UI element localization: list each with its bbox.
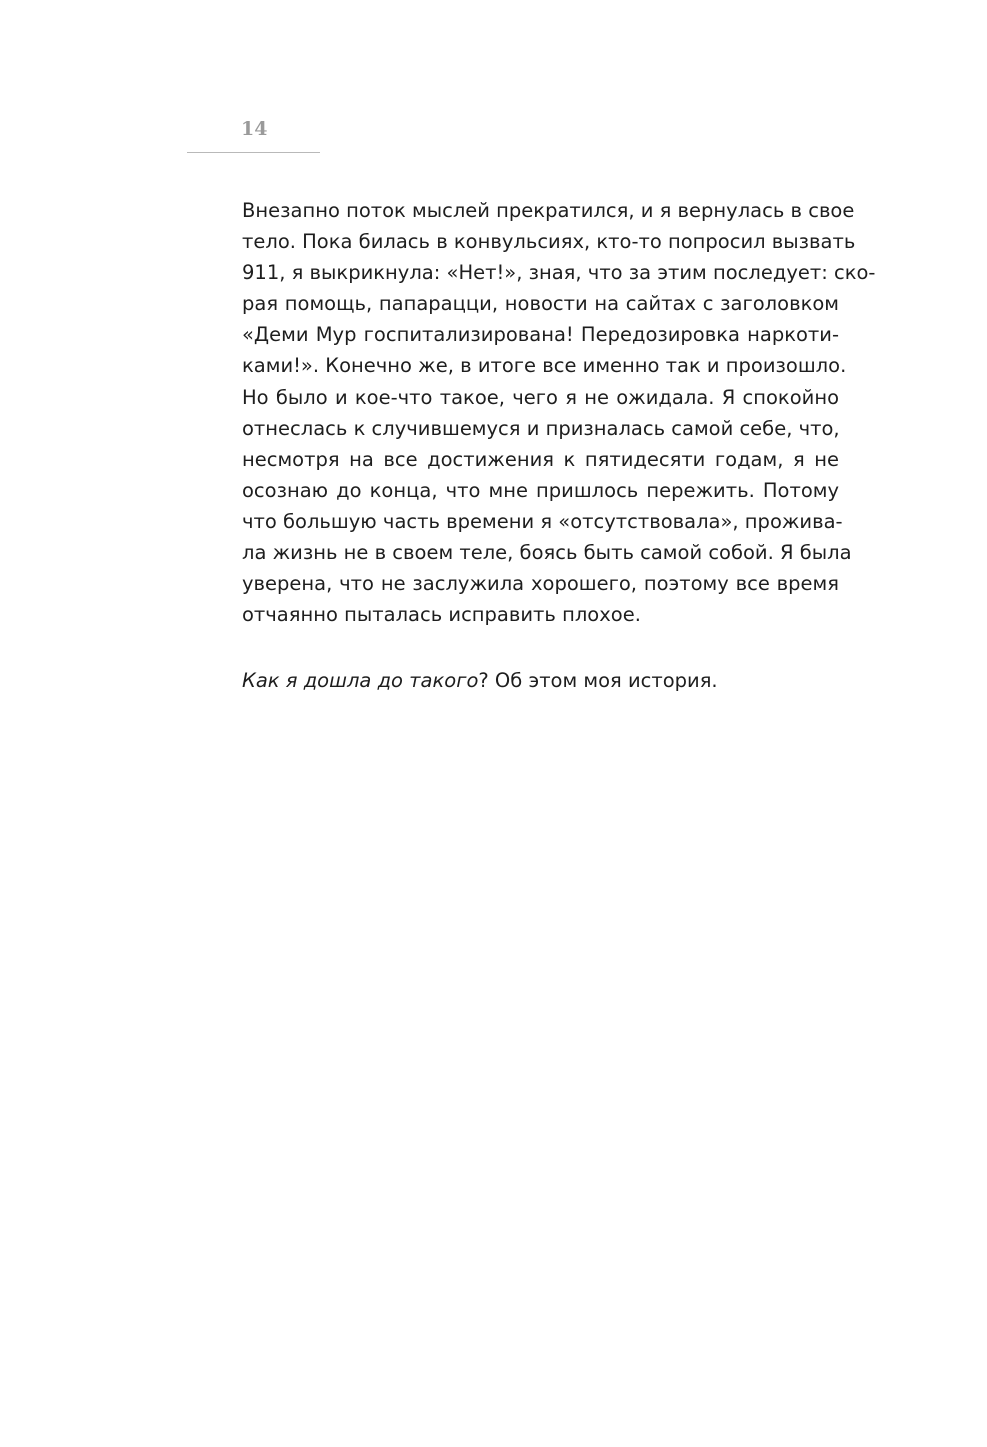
paragraph-line: ла жизнь не в своем теле, боясь быть самой собой. Я была <box>242 541 852 565</box>
main-paragraph <box>242 195 876 630</box>
paragraph-line: Но было и кое-что такое, чего я не ожидала. Я спокойно <box>242 385 839 409</box>
paragraph-line: Внезапно поток мыслей прекратился, и я вернулась в свое <box>242 199 855 222</box>
page-number: 14 <box>241 118 268 140</box>
paragraph-line: осознаю до конца, что мне пришлось пережить. Потому <box>242 478 839 502</box>
page-number-rule <box>187 152 320 153</box>
paragraph-line: отчаянно пыталась исправить плохое. <box>242 603 641 627</box>
paragraph-line: что большую часть времени я «отсутствовала», прожива- <box>242 509 843 533</box>
closing-paragraph <box>242 665 839 696</box>
paragraph-line: рая помощь, папарацци, новости на сайтах с заголовком <box>242 292 839 316</box>
paragraph-line: тело. Пока билась в конвульсиях, кто-то попросил вызвать <box>242 230 856 254</box>
paragraph-line: «Деми Мур госпитализирована! Передозировка наркоти- <box>242 323 839 347</box>
paragraph-line: несмотря на все достижения к пятидесяти годам, я не <box>242 447 839 471</box>
paragraph-line: 911, я выкрикнула: «Нет!», зная, что за этим последует: ско- <box>242 261 876 285</box>
closing-rest: ? Об этом моя история. <box>478 669 718 692</box>
paragraph-line: уверена, что не заслужила хорошего, поэтому все время <box>242 572 839 596</box>
paragraph-line: ками!». Конечно же, в итоге все именно так и произошло. <box>242 354 847 378</box>
paragraph-line: отнеслась к случившемуся и призналась самой себе, что, <box>242 416 840 440</box>
closing-italic-question: Как я дошла до такого <box>242 669 479 692</box>
